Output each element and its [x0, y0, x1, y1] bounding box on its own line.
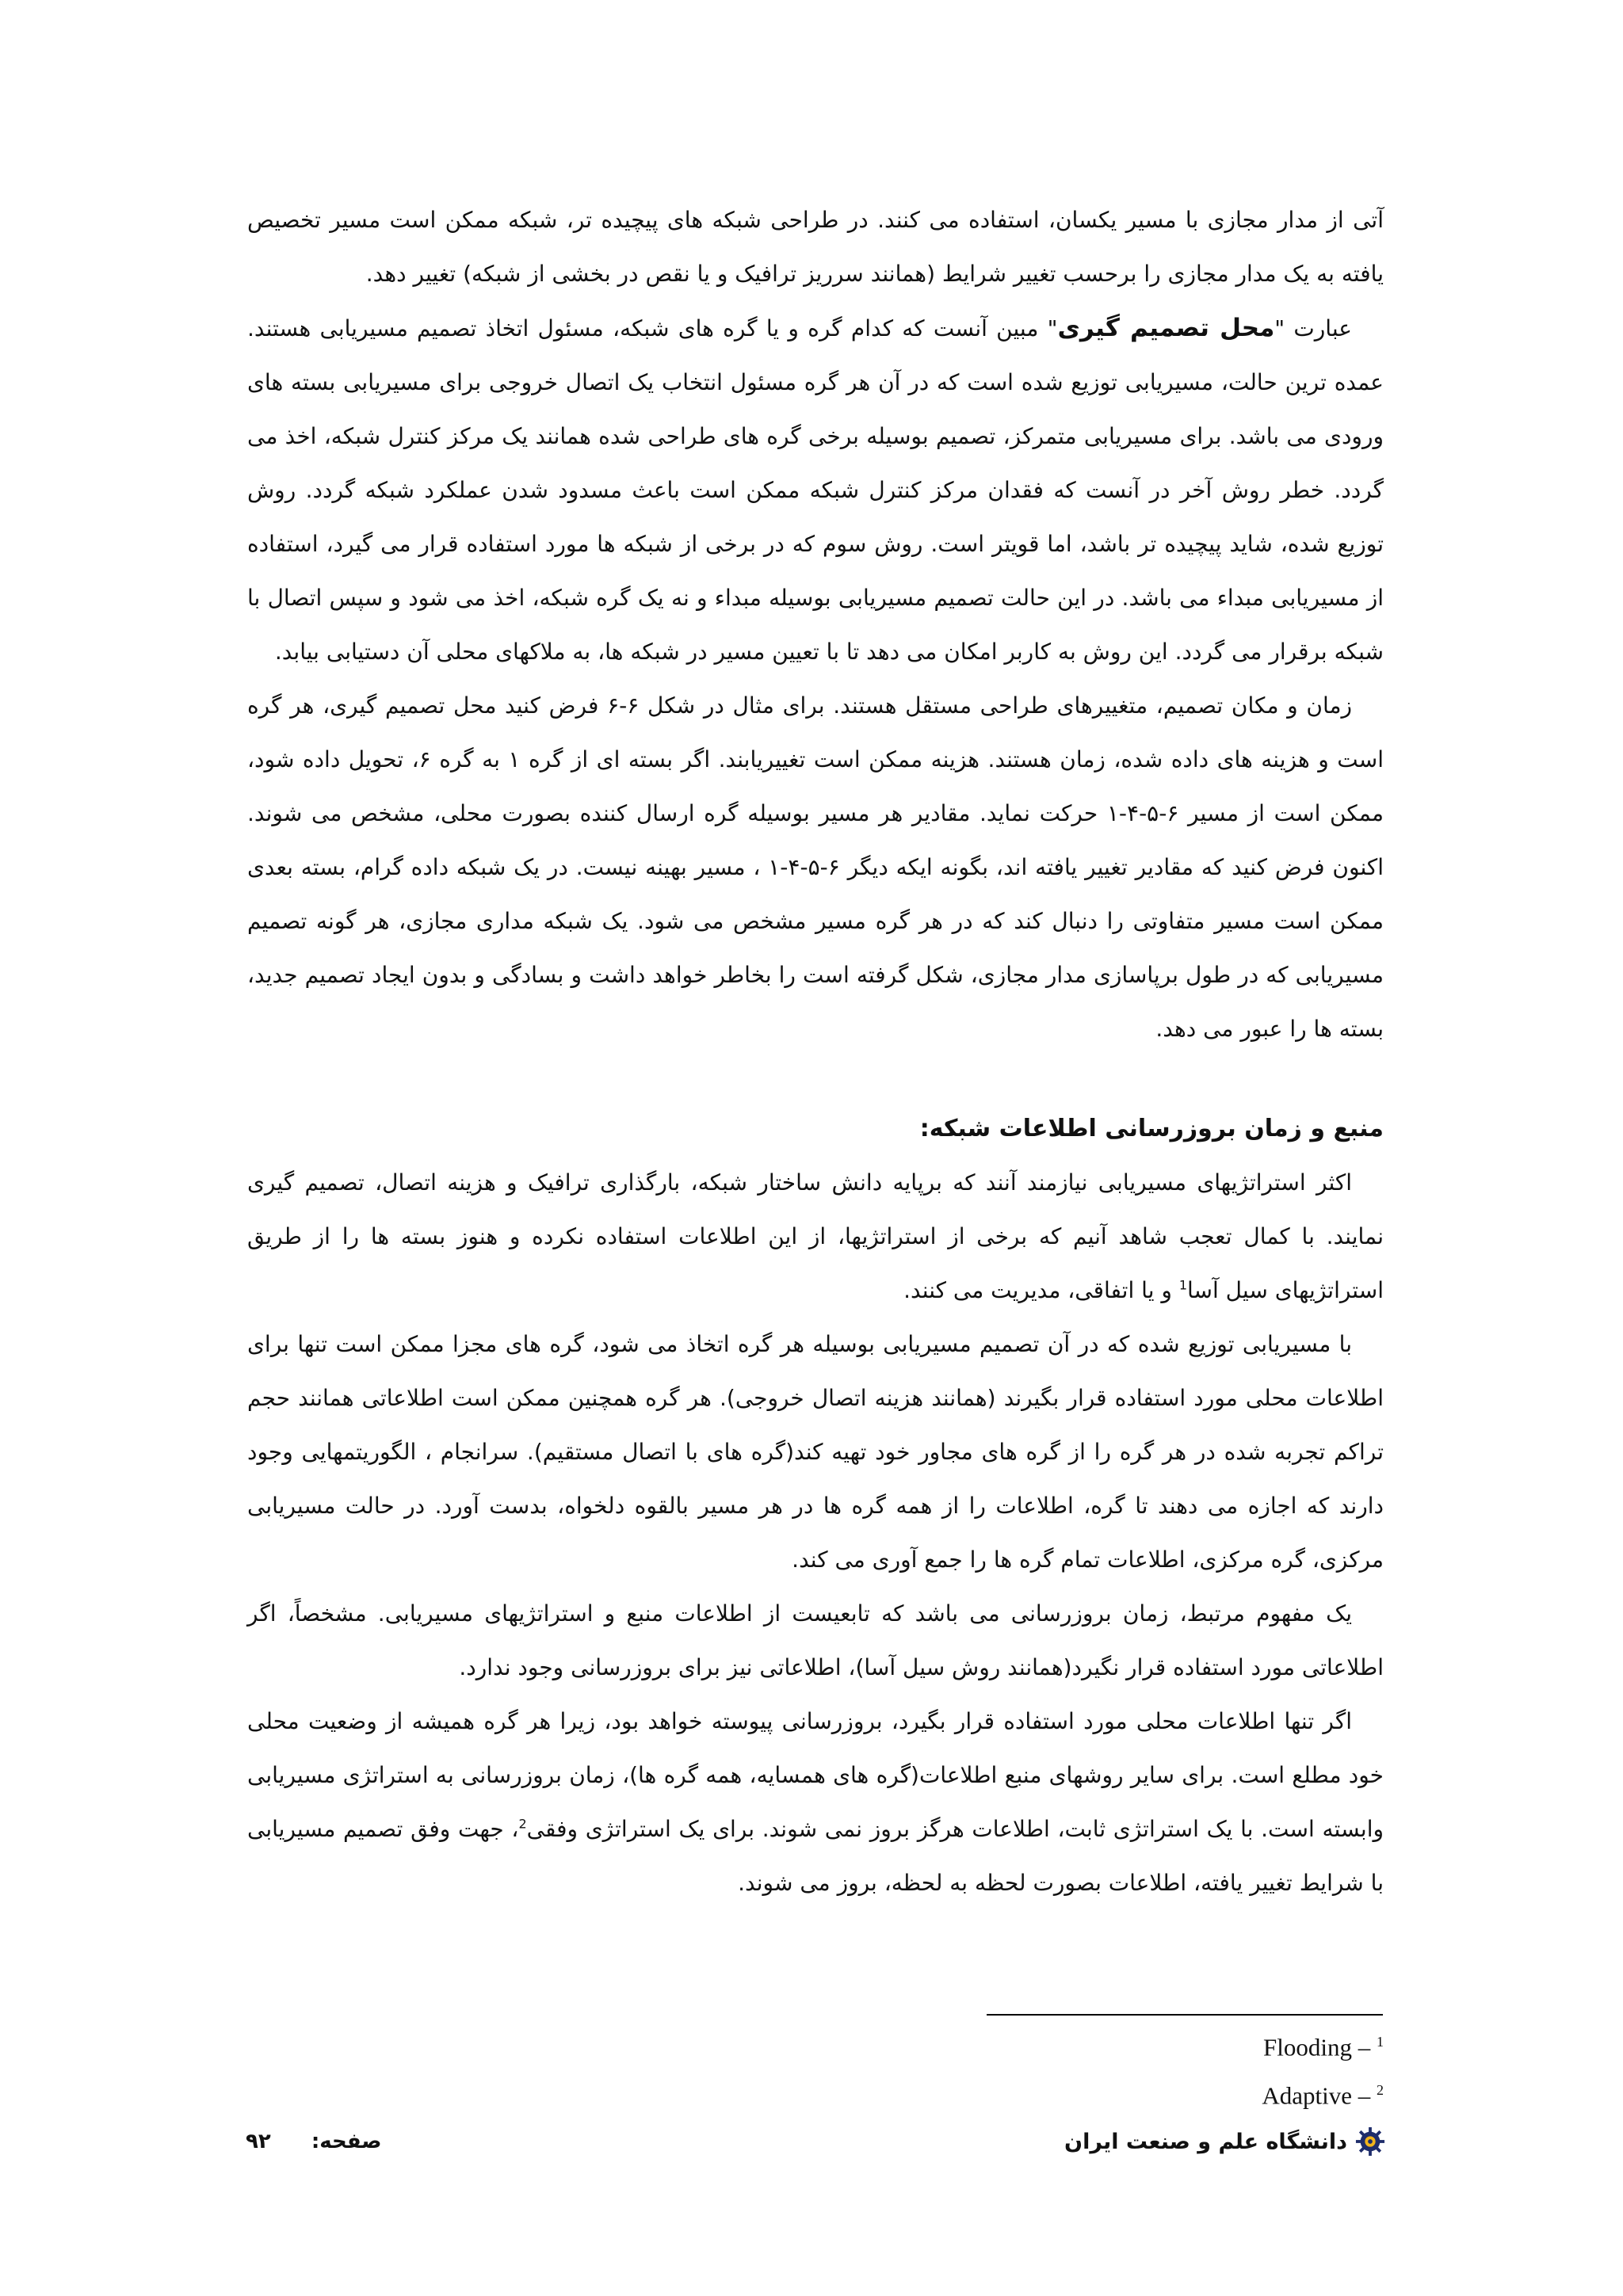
page-number-label [246, 2130, 382, 2153]
main-text [247, 193, 1384, 1910]
para2-rest: " مبین آنست که کدام گره و یا گره های شبکه، مسئول اتخاذ تصمیم مسیریابی هستند. عمده ترین حالت، مسیریابی توزیع شده است که در آن هر گره مسئول انتخاب یک اتصال خروجی برای مسیریابی بسته های ورودی می باشد. برای مسیریابی متمرکز، تصمیم بوسیله برخی گره های طراحی شده همانند یک مرکز کنترل شبکه، اخذ می گردد. خطر روش آخر در آنست که فقدان مرکز کنترل شبکه ممکن است باعث مسدود شدن عملکرد شبکه گردد. روش توزیع شده، شاید پیچیده تر باشد، اما قویتر است. روش سوم که در برخی از شبکه ها مورد استفاده قرار می گیرد، استفاده از مسیریابی مبداء می باشد. در این حالت تصمیم مسیریابی بوسیله مبداء و نه یک گره شبکه، اخذ می شود و سپس اتصال با شبکه برقرار می گردد. این روش به کاربر امکان می دهد تا با تعیین مسیر در شبکه ها، به ملاکهای محلی آن دستیابی بیابد. [247, 315, 1384, 665]
para7-main: اگر تنها اطلاعات محلی مورد استفاده قرار بگیرد، بروزرسانی پیوسته خواهد بود، زیرا هر گره همیشه از وضعیت محلی خود مطلع است. برای سایر روشهای منبع اطلاعات(گره های همسایه، همه گره ها)، زمان بروزرسانی به استراتژی مسیریابی وابسته است. با یک استراتژی ثابت، اطلاعات هرگز بروز نمی شوند. برای یک استراتژی وفقی [247, 1708, 1384, 1842]
university-footer [1064, 2126, 1385, 2157]
footnote-ref-2: 2 [518, 1816, 527, 1832]
paragraph-2 [247, 301, 1384, 679]
para7-tail: ، جهت وفق تصمیم مسیریابی با شرایط تغییر یافته، اطلاعات بصورت لحظه به لحظه، بروز می شوند. [247, 1816, 1384, 1896]
university-logo-icon [1355, 2126, 1385, 2157]
decision-place-term: محل تصمیم گیری [1057, 314, 1275, 342]
university-name: دانشگاه علم و صنعت ایران [1064, 2129, 1347, 2154]
paragraph-3: زمان و مکان تصمیم، متغییرهای طراحی مستقل هستند. برای مثال در شکل ۶-۶ فرض کنید محل تصمیم گیری، هر گره است و هزینه های داده شده، زمان هستند. هزینه ممکن است تغییریابند. اگر بسته ای از گره ۱ به گره ۶، تحویل داده شود، ممکن است از مسیر ۶-۵-۴-۱ حرکت نماید. مقادیر هر مسیر بوسیله گره ارسال کننده بصورت محلی، مشخص می شوند. اکنون فرض کنید که مقادیر تغییر یافته اند، بگونه ایکه دیگر ۶-۵-۴-۱ ، مسیر بهینه نیست. در یک شبکه داده گرام، بسته بعدی ممکن است مسیر متفاوتی را دنبال کند که در هر گره مسیر مشخص می شود. یک شبکه مداری مجازی، هر گونه تصمیم مسیریابی که در طول برپاسازی مدار مجازی، شکل گرفته است را بخاطر خواهد داشت و بسادگی و بدون ایجاد تصمیم جدید، بسته ها را عبور می دهد. [247, 692, 1384, 1042]
footnotes [987, 2020, 1384, 2118]
paragraph-5: با مسیریابی توزیع شده که در آن تصمیم مسیریابی بوسیله هر گره اتخاذ می شود، گره های مجزا ممکن است تنها برای اطلاعات محلی مورد استفاده قرار بگیرند (همانند هزینه اتصال خروجی). هر گره همچنین ممکن است اطلاعاتی همانند حجم تراکم تجربه شده در هر گره را از گره های مجاور خود تهیه کند(گره های با اتصال مستقیم). سرانجام ، الگوریتمهایی وجود دارند که اجازه می دهند تا گره، اطلاعات را از همه گره ها در هر مسیر بالقوه دلخواه، بدست آورد. در حالت مسیریابی مرکزی، گره مرکزی، اطلاعات تمام گره ها را جمع آوری می کند. [247, 1331, 1384, 1573]
page-number: ۹۲ [246, 2130, 271, 2153]
footnote-1-number: 1 [1377, 2034, 1384, 2050]
footnote-2 [987, 2069, 1384, 2117]
footnote-divider [987, 2014, 1383, 2016]
section-heading: منبع و زمان بروزرسانی اطلاعات شبکه: [919, 1115, 1384, 1142]
para4-main: اکثر استراتژیهای مسیریابی نیازمند آنند که برپایه دانش ساختار شبکه، بارگذاری ترافیک و هزینه اتصال، تصمیم گیری نمایند. با کمال تعجب شاهد آنیم که برخی از استراتژیها، از این اطلاعات استفاده نکرده و هنوز بسته ها را از طریق استراتژیهای سیل آسا [247, 1169, 1384, 1303]
paragraph-7 [247, 1695, 1384, 1910]
footnote-1 [987, 2020, 1384, 2069]
para4-tail: و یا اتفاقی، مدیریت می کنند. [903, 1277, 1179, 1303]
footnote-ref-1: 1 [1178, 1277, 1187, 1293]
footnote-1-text: Flooding – [1263, 2033, 1377, 2061]
paragraph-6: یک مفهوم مرتبط، زمان بروزرسانی می باشد که تابعیست از اطلاعات منبع و استراتژیهای مسیریابی. مشخصاً، اگر اطلاعاتی مورد استفاده قرار نگیرد(همانند روش سیل آسا)، اطلاعاتی نیز برای بروزرسانی وجود ندارد. [247, 1600, 1384, 1680]
paragraph-4 [247, 1156, 1384, 1318]
footnote-2-number: 2 [1377, 2082, 1384, 2099]
paragraph-1: آتی از مدار مجازی با مسیر یکسان، استفاده می کنند. در طراحی شبکه های پیچیده تر، شبکه ممکن است مسیر تخصیص یافته به یک مدار مجازی را برحسب تغییر شرایط (همانند سرریز ترافیک و یا نقص در بخشی از شبکه) تغییر دهد. [247, 207, 1384, 287]
para2-prefix: عبارت " [1274, 315, 1352, 341]
footnote-2-text: Adaptive – [1262, 2081, 1377, 2110]
page-label-text: صفحه: [311, 2130, 382, 2153]
